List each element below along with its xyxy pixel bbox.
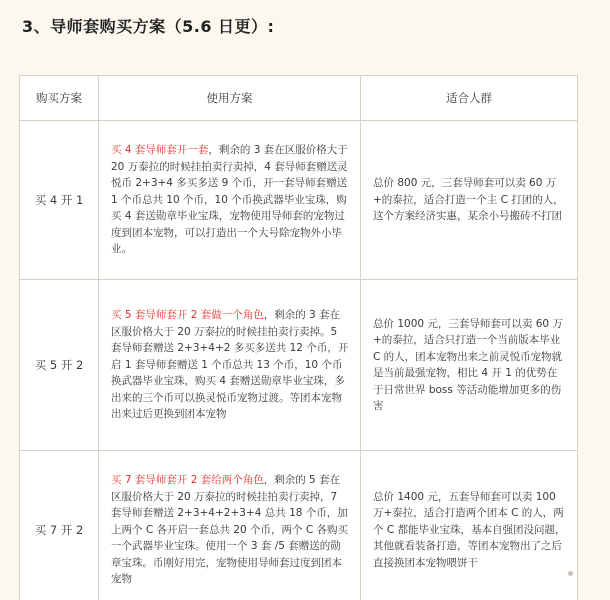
audience-cell: 总价 800 元，三套导师套可以卖 60 万+的泰拉，适合打造一个主 C 打团的人，这个方案经济实惠，某余小号搬砖不打团 xyxy=(361,121,578,280)
audience-cell: 总价 1400 元，五套导师套可以卖 100 万+泰拉，适合打造两个团本 C 的人，两个 C 都能毕业宝珠，基本自强团没问题，其他就看装备打造，等团本宠物出了之后直接换团本宠物喂饼干 xyxy=(361,451,578,600)
scroll-dot-icon xyxy=(568,571,573,576)
table-row xyxy=(20,451,578,600)
plan-cell: 买 5 开 2 xyxy=(20,280,99,451)
plan-cell: 买 4 开 1 xyxy=(20,121,99,280)
usage-text: ，剩余的 5 套在区服价格大于 20 万泰拉的时候挂拍卖行卖掉，7 套导师套赠送 2+3+4+2+3+4 总共 18 个币，加上两个 C 各开启一套总共 20 个币，两个 C 各购买一个武器毕业宝珠。使用一个 3 套 /5 套赠送的勋章宝珠。币刚好用完，宠物使用导师套过度到团本宠物 xyxy=(111,474,349,586)
usage-highlight: 买 4 套导师套开一套 xyxy=(111,144,209,157)
usage-cell xyxy=(99,451,361,600)
table-header-row xyxy=(20,76,578,121)
header-audience: 适合人群 xyxy=(361,76,578,121)
audience-cell: 总价 1000 元，三套导师套可以卖 60 万+的泰拉，适合只打造一个当前版本毕业 C 的人，团本宠物出来之前灵悦币宠物就是当前最强宠物，相比 4 开 1 的优势在于日常世界 boss 等活动能增加更多的伤害 xyxy=(361,280,578,451)
header-plan: 购买方案 xyxy=(20,76,99,121)
usage-cell xyxy=(99,280,361,451)
section-title: 3、导师套购买方案（5.6 日更）: xyxy=(22,17,275,36)
usage-text: ，剩余的 3 套在区服价格大于 20 万泰拉的时候挂拍卖行卖掉，4 套导师套赠送灵悦币 2+3+4 多买多送 9 个币，开一套导师套赠送 1 个币总共 10 个币，10 个币换武器毕业宝珠，购买 4 套送勋章毕业宝珠，宠物使用导师套的宠物过度到团本宠物，可以打造出一个大号除宠物外小毕业。 xyxy=(111,144,348,256)
usage-text: ，剩余的 3 套在区服价格大于 20 万泰拉的时候挂拍卖行卖掉。5 套导师套赠送 2+3+4+2 多买多送共 12 个币，开启 1 套导师套赠送 1 个币总共 13 个币，10 个币换武器毕业宝珠，购买 4 套赠送勋章毕业宝珠，多出来的三个币可以换灵悦币宠物过渡。等团本宠物出来过后更换到团本宠物 xyxy=(111,309,349,421)
plan-cell: 买 7 开 2 xyxy=(20,451,99,600)
purchase-plan-table xyxy=(19,75,578,600)
table-row xyxy=(20,121,578,280)
table-row xyxy=(20,280,578,451)
usage-highlight: 买 5 套导师套开 2 套做一个角色 xyxy=(111,309,264,322)
header-usage: 使用方案 xyxy=(99,76,361,121)
usage-cell xyxy=(99,121,361,280)
usage-highlight: 买 7 套导师套开 2 套给两个角色 xyxy=(111,474,264,487)
